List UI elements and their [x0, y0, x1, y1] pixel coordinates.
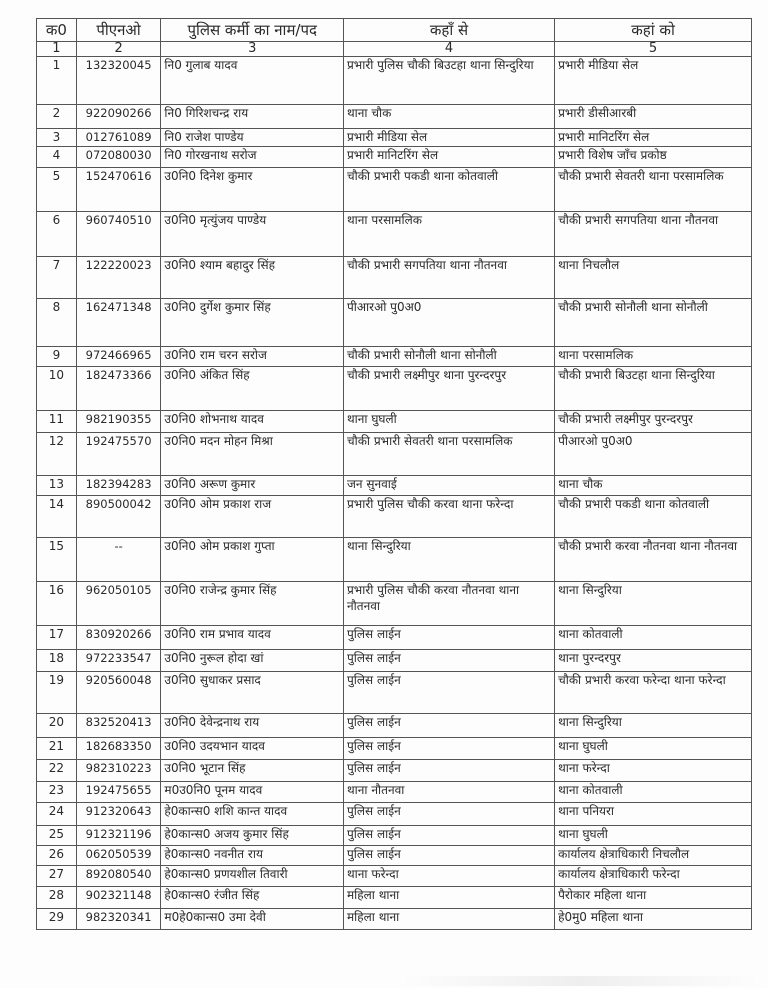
name-rank-cell: नि0 गुलाब यादव — [161, 57, 344, 105]
to-location-cell: थाना कोतवाली — [555, 782, 752, 803]
column-number: 1 — [37, 42, 77, 57]
from-location-cell: पुलिस लाईन — [343, 826, 554, 846]
to-location-cell: चौकी प्रभारी सेवतरी थाना परसामलिक — [555, 168, 752, 212]
table-row — [37, 538, 752, 582]
to-location-cell: हे0मु0 महिला थाना — [555, 909, 752, 930]
from-location-cell: पुलिस लाईन — [343, 846, 554, 866]
to-location-cell: थाना सिन्दुरिया — [555, 582, 752, 626]
serial-cell: 21 — [37, 738, 77, 760]
name-rank-cell: उ0नि0 दुर्गेश कुमार सिंह — [161, 299, 344, 347]
pno-cell: -- — [76, 538, 161, 582]
serial-cell: 28 — [37, 887, 77, 909]
to-location-cell: प्रभारी विशेष जाँच प्रकोष्ठ — [555, 147, 752, 168]
serial-cell: 8 — [37, 299, 77, 347]
from-location-cell: पुलिस लाईन — [343, 626, 554, 650]
from-location-cell: प्रभारी पुलिस चौकी करवा नौतनवा थाना नौतनवा — [343, 582, 554, 626]
pno-cell: 132320045 — [76, 57, 161, 105]
table-row — [37, 650, 752, 672]
to-location-cell: कार्यालय क्षेत्राधिकारी फरेन्दा — [555, 866, 752, 887]
serial-cell: 14 — [37, 496, 77, 538]
pno-cell: 982190355 — [76, 411, 161, 433]
serial-cell: 25 — [37, 826, 77, 846]
table-row — [37, 672, 752, 714]
pno-cell: 922090266 — [76, 105, 161, 129]
table-row — [37, 496, 752, 538]
table-row — [37, 909, 752, 930]
from-location-cell: थाना सिन्दुरिया — [343, 538, 554, 582]
from-location-cell: जन सुनवाई — [343, 476, 554, 496]
to-location-cell: चौकी प्रभारी करवा नौतनवा थाना नौतनवा — [555, 538, 752, 582]
from-location-cell: पुलिस लाईन — [343, 760, 554, 782]
serial-cell: 12 — [37, 433, 77, 476]
from-location-cell: प्रभारी मीडिया सेल — [343, 129, 554, 147]
from-location-cell: थाना चौक — [343, 105, 554, 129]
name-rank-cell: हे0कान्स0 रंजीत सिंह — [161, 887, 344, 909]
table-row — [37, 582, 752, 626]
name-rank-cell: उ0नि0 राजेन्द्र कुमार सिंह — [161, 582, 344, 626]
serial-cell: 7 — [37, 257, 77, 299]
column-number-row — [37, 42, 752, 57]
to-location-cell: चौकी प्रभारी बिउटहा थाना सिन्दुरिया — [555, 367, 752, 411]
serial-cell: 20 — [37, 714, 77, 738]
serial-cell: 5 — [37, 168, 77, 212]
from-location-cell: थाना परसामलिक — [343, 212, 554, 257]
pno-cell: 122220023 — [76, 257, 161, 299]
pno-cell: 890500042 — [76, 496, 161, 538]
pno-cell: 192475655 — [76, 782, 161, 803]
to-location-cell: थाना चौक — [555, 476, 752, 496]
serial-cell: 16 — [37, 582, 77, 626]
pno-cell: 912320643 — [76, 803, 161, 826]
from-location-cell: चौकी प्रभारी सेवतरी थाना परसामलिक — [343, 433, 554, 476]
from-location-cell: महिला थाना — [343, 887, 554, 909]
pno-cell: 162471348 — [76, 299, 161, 347]
serial-cell: 22 — [37, 760, 77, 782]
table-row — [37, 760, 752, 782]
pno-cell: 182683350 — [76, 738, 161, 760]
column-number: 3 — [161, 42, 344, 57]
name-rank-cell: उ0नि0 ओम प्रकाश गुप्ता — [161, 538, 344, 582]
name-rank-cell: उ0नि0 दिनेश कुमार — [161, 168, 344, 212]
column-number: 5 — [555, 42, 752, 57]
serial-cell: 11 — [37, 411, 77, 433]
table-row — [37, 846, 752, 866]
to-location-cell: थाना सिन्दुरिया — [555, 714, 752, 738]
from-location-cell: पीआरओ पु0अ0 — [343, 299, 554, 347]
pno-cell: 962050105 — [76, 582, 161, 626]
table-row — [37, 887, 752, 909]
name-rank-cell: उ0नि0 राम चरन सरोज — [161, 347, 344, 367]
serial-cell: 19 — [37, 672, 77, 714]
table-row — [37, 299, 752, 347]
name-rank-cell: उ0नि0 देवेन्द्रनाथ राय — [161, 714, 344, 738]
pno-cell: 012761089 — [76, 129, 161, 147]
header-to: कहां को — [555, 19, 752, 42]
serial-cell: 10 — [37, 367, 77, 411]
pno-cell: 830920266 — [76, 626, 161, 650]
to-location-cell: चौकी प्रभारी सोनौली थाना सोनौली — [555, 299, 752, 347]
name-rank-cell: उ0नि0 भूटान सिंह — [161, 760, 344, 782]
from-location-cell: प्रभारी मानिटरिंग सेल — [343, 147, 554, 168]
to-location-cell: चौकी प्रभारी लक्ष्मीपुर पुरन्दरपुर — [555, 411, 752, 433]
table-row — [37, 866, 752, 887]
from-location-cell: चौकी प्रभारी सोनौली थाना सोनौली — [343, 347, 554, 367]
serial-cell: 27 — [37, 866, 77, 887]
table-row — [37, 714, 752, 738]
to-location-cell: चौकी प्रभारी सगपतिया थाना नौतनवा — [555, 212, 752, 257]
serial-cell: 13 — [37, 476, 77, 496]
pno-cell: 182473366 — [76, 367, 161, 411]
table-row — [37, 738, 752, 760]
from-location-cell: पुलिस लाईन — [343, 738, 554, 760]
pno-cell: 982320341 — [76, 909, 161, 930]
from-location-cell: थाना फरेन्दा — [343, 866, 554, 887]
name-rank-cell: उ0नि0 अंकित सिंह — [161, 367, 344, 411]
name-rank-cell: नि0 गिरिशचन्द्र राय — [161, 105, 344, 129]
header-pno: पीएनओ — [76, 19, 161, 42]
to-location-cell: कार्यालय क्षेत्राधिकारी निचलौल — [555, 846, 752, 866]
table-row — [37, 626, 752, 650]
column-number: 2 — [76, 42, 161, 57]
table-row — [37, 782, 752, 803]
pno-cell: 892080540 — [76, 866, 161, 887]
to-location-cell: थाना घुघली — [555, 826, 752, 846]
serial-cell: 24 — [37, 803, 77, 826]
table-body — [37, 19, 752, 930]
to-location-cell: थाना कोतवाली — [555, 626, 752, 650]
table-row — [37, 803, 752, 826]
to-location-cell: चौकी प्रभारी पकडी थाना कोतवाली — [555, 496, 752, 538]
header-serial: क0 — [37, 19, 77, 42]
serial-cell: 26 — [37, 846, 77, 866]
table-row — [37, 168, 752, 212]
to-location-cell: पीआरओ पु0अ0 — [555, 433, 752, 476]
from-location-cell: चौकी प्रभारी लक्ष्मीपुर थाना पुरन्दरपुर — [343, 367, 554, 411]
header-from: कहाँ से — [343, 19, 554, 42]
table-row — [37, 476, 752, 496]
from-location-cell: प्रभारी पुलिस चौकी बिउटहा थाना सिन्दुरिया — [343, 57, 554, 105]
column-number: 4 — [343, 42, 554, 57]
name-rank-cell: हे0कान्स0 नवनीत राय — [161, 846, 344, 866]
pno-cell: 062050539 — [76, 846, 161, 866]
name-rank-cell: उ0नि0 ओम प्रकाश राज — [161, 496, 344, 538]
from-location-cell: चौकी प्रभारी पकडी थाना कोतवाली — [343, 168, 554, 212]
scan-smudge — [400, 976, 760, 986]
from-location-cell: थाना नौतनवा — [343, 782, 554, 803]
name-rank-cell: हे0कान्स0 प्रणयशील तिवारी — [161, 866, 344, 887]
name-rank-cell: उ0नि0 मदन मोहन मिश्रा — [161, 433, 344, 476]
to-location-cell: थाना पुरन्दरपुर — [555, 650, 752, 672]
serial-cell: 6 — [37, 212, 77, 257]
from-location-cell: महिला थाना — [343, 909, 554, 930]
pno-cell: 902321148 — [76, 887, 161, 909]
serial-cell: 15 — [37, 538, 77, 582]
table-row — [37, 433, 752, 476]
pno-cell: 072080030 — [76, 147, 161, 168]
to-location-cell: प्रभारी मानिटरिंग सेल — [555, 129, 752, 147]
name-rank-cell: हे0कान्स0 अजय कुमार सिंह — [161, 826, 344, 846]
pno-cell: 192475570 — [76, 433, 161, 476]
transfer-list-table — [36, 18, 752, 930]
from-location-cell: चौकी प्रभारी सगपतिया थाना नौतनवा — [343, 257, 554, 299]
pno-cell: 152470616 — [76, 168, 161, 212]
table-row — [37, 129, 752, 147]
to-location-cell: पैरोकार महिला थाना — [555, 887, 752, 909]
from-location-cell: पुलिस लाईन — [343, 650, 554, 672]
pno-cell: 182394283 — [76, 476, 161, 496]
name-rank-cell: उ0नि0 उदयभान यादव — [161, 738, 344, 760]
name-rank-cell: म0उ0नि0 पूनम यादव — [161, 782, 344, 803]
name-rank-cell: नि0 राजेश पाण्डेय — [161, 129, 344, 147]
serial-cell: 23 — [37, 782, 77, 803]
name-rank-cell: उ0नि0 शोभनाथ यादव — [161, 411, 344, 433]
table-row — [37, 212, 752, 257]
table-header-row — [37, 19, 752, 42]
table-row — [37, 257, 752, 299]
table-row — [37, 367, 752, 411]
table-row — [37, 57, 752, 105]
table-row — [37, 411, 752, 433]
name-rank-cell: म0हे0कान्स0 उमा देवी — [161, 909, 344, 930]
to-location-cell: थाना फरेन्दा — [555, 760, 752, 782]
pno-cell: 912321196 — [76, 826, 161, 846]
serial-cell: 18 — [37, 650, 77, 672]
to-location-cell: थाना पनियरा — [555, 803, 752, 826]
pno-cell: 960740510 — [76, 212, 161, 257]
pno-cell: 832520413 — [76, 714, 161, 738]
header-name-rank: पुलिस कर्मी का नाम/पद — [161, 19, 344, 42]
serial-cell: 3 — [37, 129, 77, 147]
name-rank-cell: उ0नि0 श्याम बहादुर सिंह — [161, 257, 344, 299]
to-location-cell: चौकी प्रभारी करवा फरेन्दा थाना फरेन्दा — [555, 672, 752, 714]
to-location-cell: प्रभारी डीसीआरबी — [555, 105, 752, 129]
pno-cell: 972466965 — [76, 347, 161, 367]
table-row — [37, 147, 752, 168]
name-rank-cell: नि0 गोरखनाथ सरोज — [161, 147, 344, 168]
serial-cell: 9 — [37, 347, 77, 367]
to-location-cell: थाना घुघली — [555, 738, 752, 760]
serial-cell: 4 — [37, 147, 77, 168]
name-rank-cell: उ0नि0 मृत्युंजय पाण्डेय — [161, 212, 344, 257]
serial-cell: 2 — [37, 105, 77, 129]
name-rank-cell: उ0नि0 अरूण कुमार — [161, 476, 344, 496]
name-rank-cell: उ0नि0 राम प्रभाव यादव — [161, 626, 344, 650]
serial-cell: 17 — [37, 626, 77, 650]
table-row — [37, 347, 752, 367]
name-rank-cell: हे0कान्स0 शशि कान्त यादव — [161, 803, 344, 826]
name-rank-cell: उ0नि0 नुरूल होदा खां — [161, 650, 344, 672]
to-location-cell: थाना निचलौल — [555, 257, 752, 299]
pno-cell: 920560048 — [76, 672, 161, 714]
serial-cell: 1 — [37, 57, 77, 105]
pno-cell: 982310223 — [76, 760, 161, 782]
from-location-cell: प्रभारी पुलिस चौकी करवा थाना फरेन्दा — [343, 496, 554, 538]
table-row — [37, 105, 752, 129]
from-location-cell: थाना घुघली — [343, 411, 554, 433]
to-location-cell: थाना परसामलिक — [555, 347, 752, 367]
pno-cell: 972233547 — [76, 650, 161, 672]
from-location-cell: पुलिस लाईन — [343, 803, 554, 826]
serial-cell: 29 — [37, 909, 77, 930]
from-location-cell: पुलिस लाईन — [343, 672, 554, 714]
name-rank-cell: उ0नि0 सुधाकर प्रसाद — [161, 672, 344, 714]
from-location-cell: पुलिस लाईन — [343, 714, 554, 738]
to-location-cell: प्रभारी मीडिया सेल — [555, 57, 752, 105]
table-row — [37, 826, 752, 846]
